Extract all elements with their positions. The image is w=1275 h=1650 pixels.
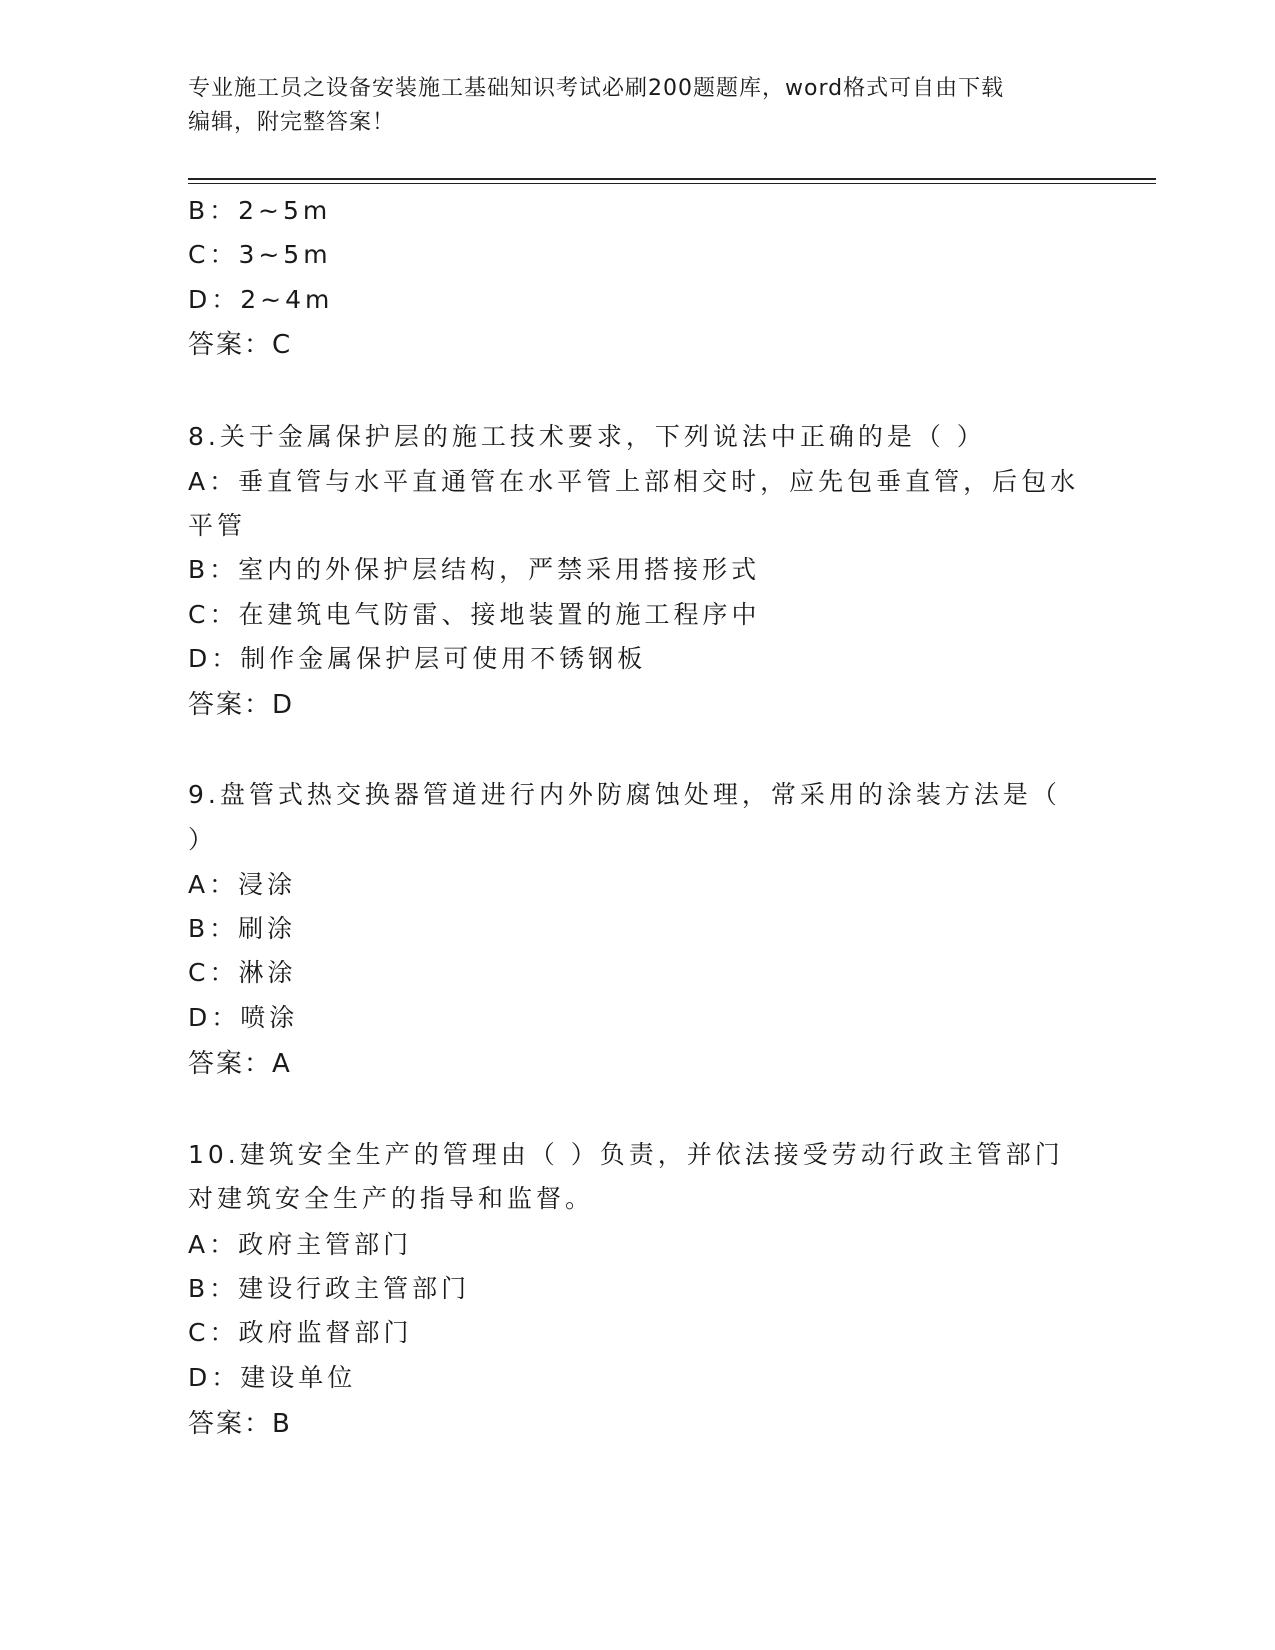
q10-stem-line-2: 对建筑安全生产的指导和监督。 [188, 1184, 595, 1213]
q9-answer: 答案：A [188, 1049, 292, 1079]
q7-answer: 答案：C [188, 330, 293, 360]
q10-stem-line-1: 10.建筑安全生产的管理由（ ）负责，并依法接受劳动行政主管部门 [188, 1140, 1064, 1169]
q9-option-a: A：浸涂 [188, 870, 297, 899]
q10-option-a: A：政府主管部门 [188, 1230, 413, 1259]
q8-option-d: D：制作金属保护层可使用不锈钢板 [188, 644, 647, 673]
q7-option-b: B：2~5m [188, 196, 332, 225]
header-divider-thick [188, 178, 1156, 180]
q8-stem: 8.关于金属保护层的施工技术要求，下列说法中正确的是（ ） [188, 422, 986, 451]
q8-answer: 答案：D [188, 690, 295, 720]
q8-option-a-line-2: 平管 [188, 511, 247, 540]
q9-option-b: B：刷涂 [188, 914, 297, 943]
q8-option-a-line-1: A：垂直管与水平直通管在水平管上部相交时，应先包垂直管，后包水 [188, 467, 1080, 496]
q8-option-b: B：室内的外保护层结构，严禁采用搭接形式 [188, 555, 761, 584]
q10-option-c: C：政府监督部门 [188, 1318, 413, 1347]
header-line-2: 编辑，附完整答案！ [188, 110, 396, 135]
document-header [188, 72, 1088, 140]
header-line-1: 专业施工员之设备安装施工基础知识考试必刷200题题库，word格式可自由下载 [188, 76, 1005, 101]
q10-answer: 答案：B [188, 1409, 292, 1439]
q9-option-c: C：淋涂 [188, 958, 297, 987]
q9-stem-line-2: ） [188, 825, 218, 854]
q7-option-d: D：2~4m [188, 285, 334, 314]
q7-option-c: C：3~5m [188, 240, 332, 269]
q10-option-d: D：建设单位 [188, 1363, 357, 1392]
q8-option-c: C：在建筑电气防雷、接地装置的施工程序中 [188, 600, 761, 629]
q9-stem-line-1: 9.盘管式热交换器管道进行内外防腐蚀处理，常采用的涂装方法是（ [188, 780, 1061, 809]
q10-option-b: B：建设行政主管部门 [188, 1274, 471, 1303]
q9-option-d: D：喷涂 [188, 1003, 299, 1032]
header-divider-thin [188, 183, 1156, 184]
